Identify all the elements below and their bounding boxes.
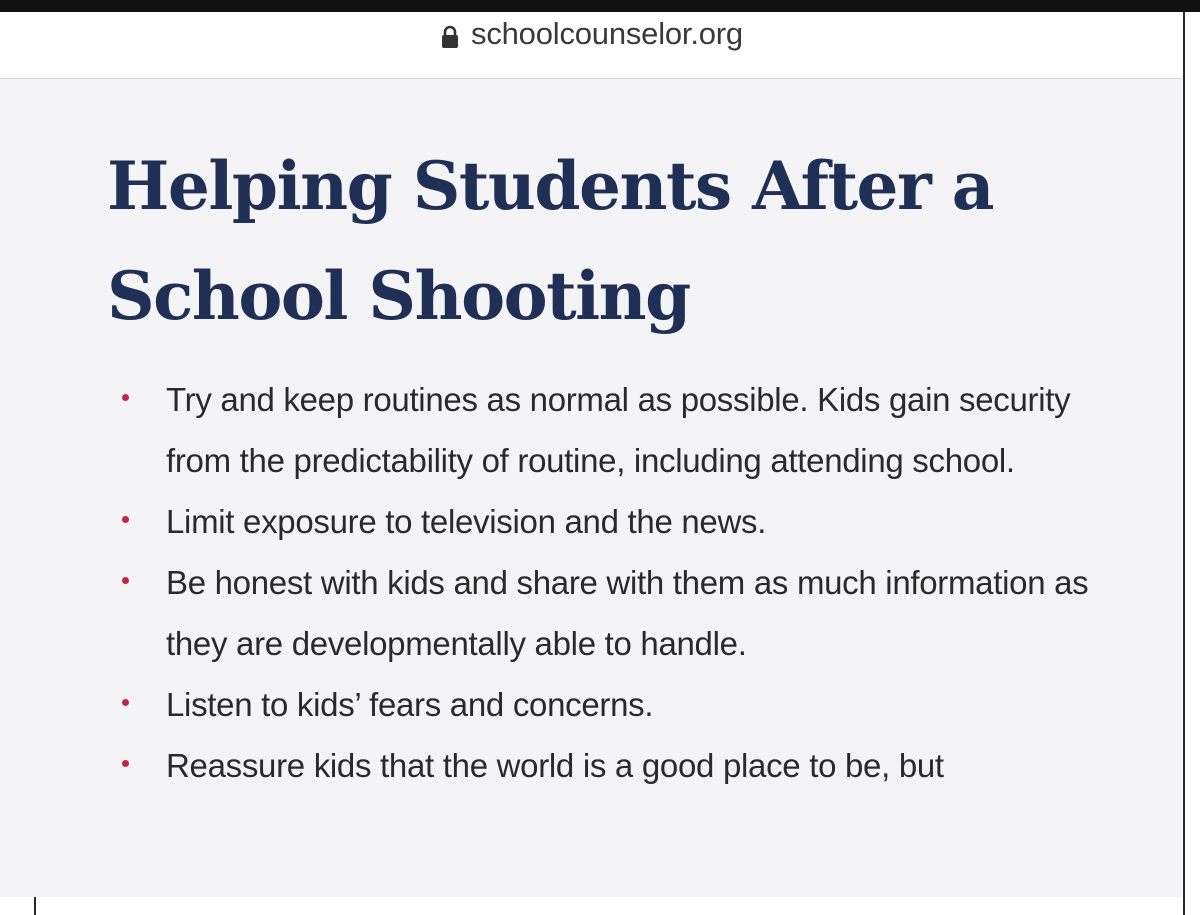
list-item-text: Try and keep routines as normal as possible. Kids gain security from the predictability of routine, including attending school. (166, 381, 1071, 479)
address-bar[interactable] (0, 12, 1182, 79)
bullet-icon (122, 577, 129, 584)
tips-list (118, 369, 1118, 796)
list-item (118, 491, 1118, 552)
url-text[interactable]: schoolcounselor.org (471, 16, 743, 51)
list-item-text: Be honest with kids and share with them as much information as they are developmentally able to handle. (166, 564, 1089, 662)
list-item-text: Reassure kids that the world is a good place to be, but (166, 747, 944, 784)
screen-right-edge-line (1183, 12, 1185, 915)
lock-icon (439, 21, 461, 45)
screen-top-border (0, 0, 1200, 12)
page-title: Helping Students After a School Shooting (107, 147, 994, 335)
bullet-icon (122, 394, 129, 401)
bullet-icon (122, 760, 129, 767)
bullet-icon (122, 516, 129, 523)
list-item (118, 552, 1118, 674)
screen-bottom-border (0, 897, 1182, 915)
address-display[interactable] (0, 16, 1182, 52)
web-page-content (0, 79, 1182, 915)
list-item-text: Limit exposure to television and the news. (166, 503, 767, 540)
screen-corner-mark (34, 897, 36, 915)
list-item-text: Listen to kids’ fears and concerns. (166, 686, 654, 723)
bullet-icon (122, 699, 129, 706)
list-item (118, 369, 1118, 491)
list-item (118, 735, 1118, 796)
list-item (118, 674, 1118, 735)
